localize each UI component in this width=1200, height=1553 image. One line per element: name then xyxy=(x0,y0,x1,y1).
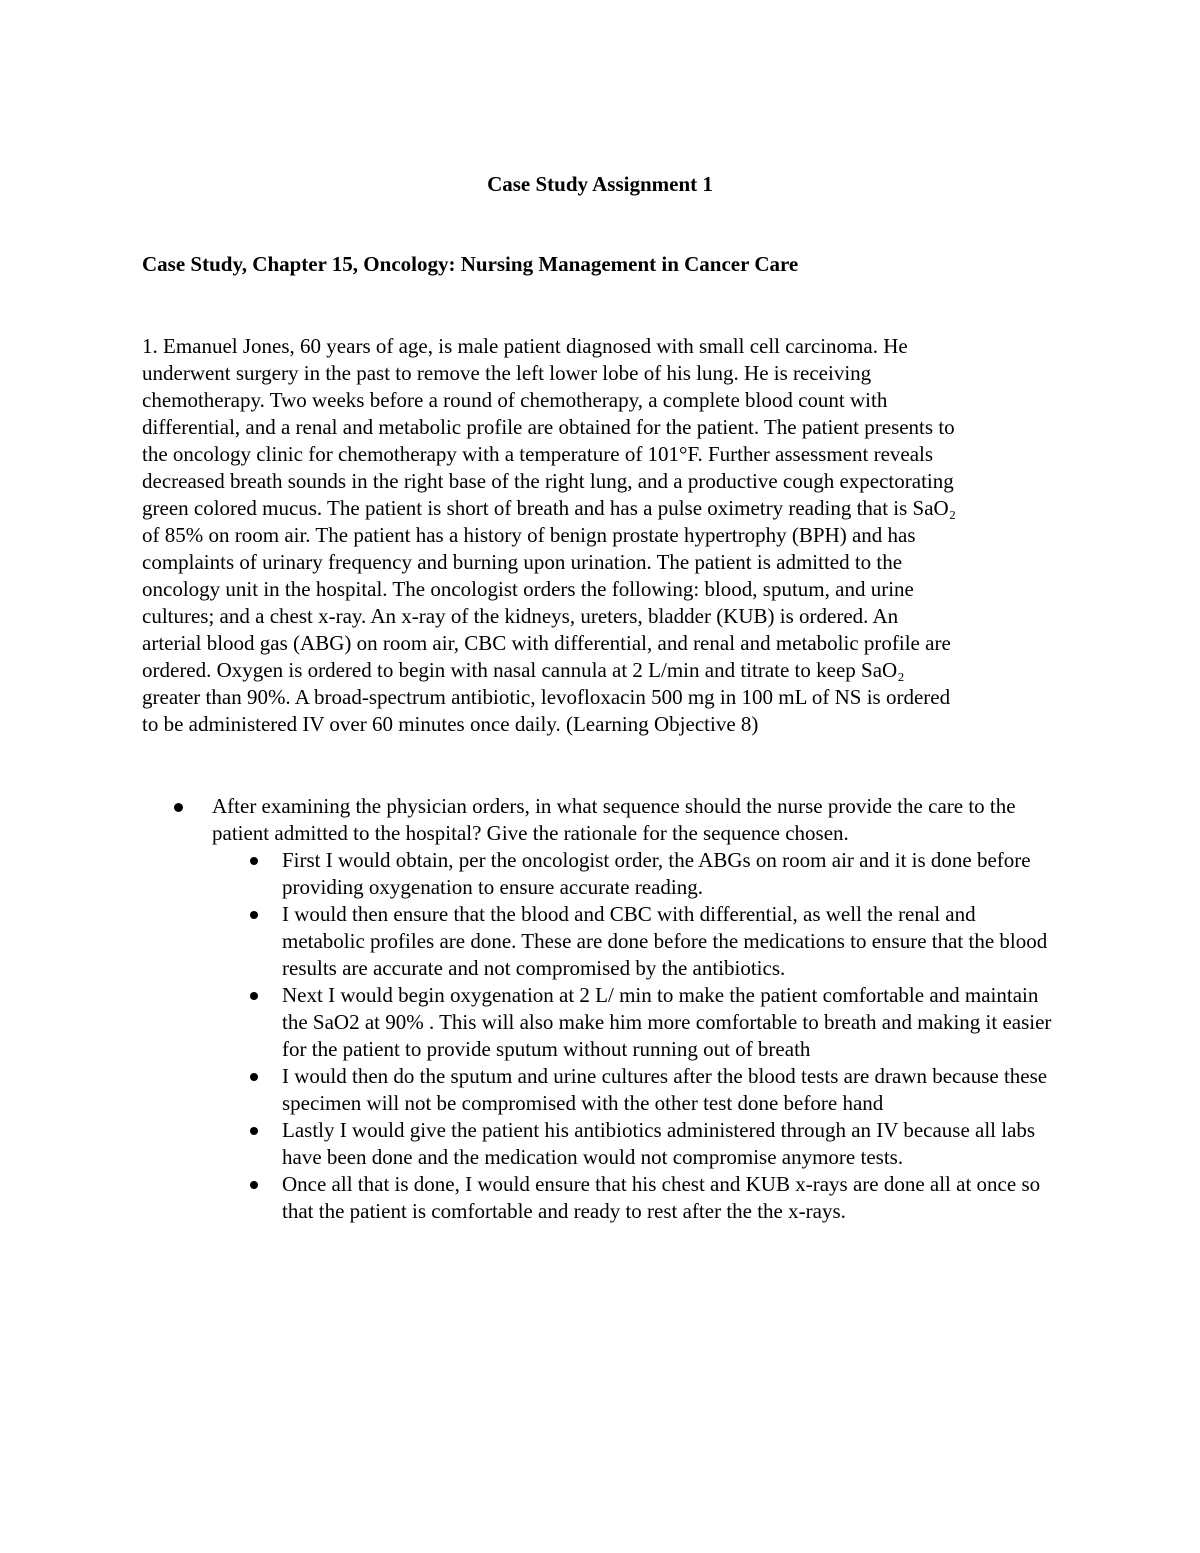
bullet-icon xyxy=(250,992,258,1000)
answer-item xyxy=(212,1171,1072,1225)
paragraph-line: complaints of urinary frequency and burning upon urination. The patient is admitted to the xyxy=(142,550,903,574)
bullet-icon xyxy=(250,1127,258,1135)
paragraph-line: underwent surgery in the past to remove the left lower lobe of his lung. He is receiving xyxy=(142,361,872,385)
paragraph-line: the oncology clinic for chemotherapy with a temperature of 101°F. Further assessment reveals xyxy=(142,442,934,466)
answer-list xyxy=(212,847,1072,1225)
answer-text: Next I would begin oxygenation at 2 L/ min to make the patient comfortable and maintain the SaO2 at 90% . This will also make him more comfortable to breath and making it easier for the patient to provide sputum without running out of breath xyxy=(282,983,1052,1061)
case-study-heading: Case Study, Chapter 15, Oncology: Nursing Management in Cancer Care xyxy=(142,252,799,276)
bullet-icon xyxy=(250,857,258,865)
bullet-icon xyxy=(174,803,183,812)
paragraph-line: of 85% on room air. The patient has a history of benign prostate hypertrophy (BPH) and has xyxy=(142,523,916,547)
paragraph-line: decreased breath sounds in the right base of the right lung, and a productive cough expectorating xyxy=(142,469,954,493)
bullet-icon xyxy=(250,1181,258,1189)
document-title: Case Study Assignment 1 xyxy=(487,172,713,196)
question-text: After examining the physician orders, in what sequence should the nurse provide the care to the patient admitted to the hospital? Give the rationale for the sequence chosen. xyxy=(212,794,1016,845)
paragraph-line: 1. Emanuel Jones, 60 years of age, is male patient diagnosed with small cell carcinoma. He xyxy=(142,334,908,358)
paragraph-line: arterial blood gas (ABG) on room air, CBC with differential, and renal and metabolic profile are xyxy=(142,631,951,655)
answer-item xyxy=(212,982,1072,1063)
paragraph-line: green colored mucus. The patient is short of breath and has a pulse oximetry reading that is SaO₂ xyxy=(142,496,957,520)
answer-item xyxy=(212,847,1072,901)
bullet-icon xyxy=(250,911,258,919)
paragraph-line: chemotherapy. Two weeks before a round of chemotherapy, a complete blood count with xyxy=(142,388,888,412)
case-description-paragraph xyxy=(142,333,1072,738)
bullet-icon xyxy=(250,1073,258,1081)
answer-item xyxy=(212,901,1072,982)
answer-text: I would then ensure that the blood and CBC with differential, as well the renal and metabolic profiles are done. These are done before the medications to ensure that the blood results are accurate and not compromised by the antibiotics. xyxy=(282,902,1048,980)
answer-item xyxy=(212,1063,1072,1117)
answer-text: Lastly I would give the patient his antibiotics administered through an IV because all labs have been done and the medication would not compromise anymore tests. xyxy=(282,1118,1036,1169)
paragraph-line: ordered. Oxygen is ordered to begin with nasal cannula at 2 L/min and titrate to keep SaO₂ xyxy=(142,658,905,682)
answer-text: First I would obtain, per the oncologist order, the ABGs on room air and it is done before providing oxygenation to ensure accurate reading. xyxy=(282,848,1031,899)
paragraph-line: differential, and a renal and metabolic profile are obtained for the patient. The patient presents to xyxy=(142,415,955,439)
paragraph-line: greater than 90%. A broad-spectrum antibiotic, levofloxacin 500 mg in 100 mL of NS is ordered xyxy=(142,685,951,709)
question-item xyxy=(142,793,1072,1225)
answer-item xyxy=(212,1117,1072,1171)
answer-text: I would then do the sputum and urine cultures after the blood tests are drawn because these specimen will not be compromised with the other test done before hand xyxy=(282,1064,1048,1115)
answer-text: Once all that is done, I would ensure that his chest and KUB x-rays are done all at once so that the patient is comfortable and ready to rest after the the x-rays. xyxy=(282,1172,1041,1223)
question-list xyxy=(142,793,1072,1225)
paragraph-line: cultures; and a chest x-ray. An x-ray of the kidneys, ureters, bladder (KUB) is ordered. An xyxy=(142,604,899,628)
paragraph-line: to be administered IV over 60 minutes once daily. (Learning Objective 8) xyxy=(142,712,759,736)
paragraph-line: oncology unit in the hospital. The oncologist orders the following: blood, sputum, and urine xyxy=(142,577,914,601)
